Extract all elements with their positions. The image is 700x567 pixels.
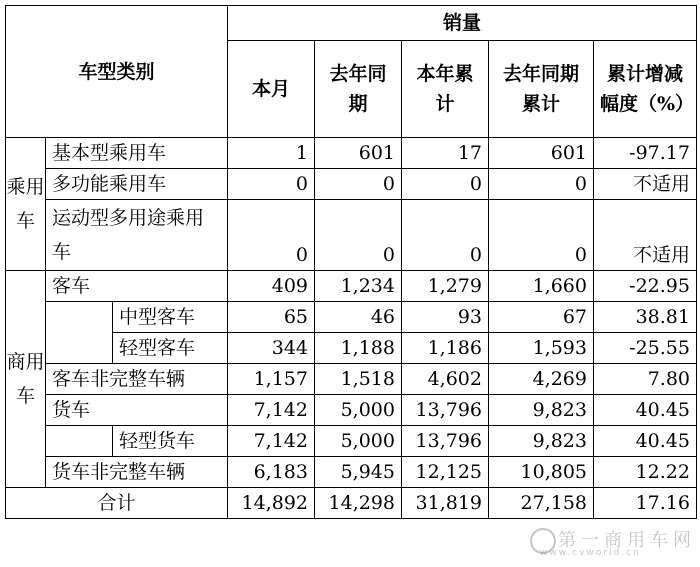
cell: 93 (402, 302, 489, 333)
total-cell: 27,158 (489, 488, 594, 519)
total-row (6, 488, 697, 519)
row-label: 轻型客车 (113, 333, 228, 364)
row-label: 货车非完整车辆 (46, 457, 228, 488)
cell: 0 (228, 200, 315, 271)
cell: 1,186 (402, 333, 489, 364)
cell: 不适用 (594, 169, 697, 200)
watermark-text: 第一商用车网 (558, 530, 696, 551)
cell: 38.81 (594, 302, 697, 333)
cell: 40.45 (594, 395, 697, 426)
cell: 0 (315, 200, 402, 271)
cell: 4,602 (402, 364, 489, 395)
cell: 1,157 (228, 364, 315, 395)
table-row (6, 169, 697, 200)
row-label: 轻型货车 (113, 426, 228, 457)
watermark-logo-icon (530, 528, 556, 554)
row-label: 多功能乘用车 (46, 169, 228, 200)
row-label: 中型客车 (113, 302, 228, 333)
cell: 12,125 (402, 457, 489, 488)
header-row-1 (6, 6, 697, 41)
group-commercial: 商用车 (6, 271, 46, 488)
cell: 0 (402, 169, 489, 200)
cell: 40.45 (594, 426, 697, 457)
table-row (6, 302, 697, 333)
header-category: 车型类别 (6, 6, 228, 138)
cell: 7,142 (228, 395, 315, 426)
cell: 0 (315, 169, 402, 200)
table-row (6, 138, 697, 169)
cell: 6,183 (228, 457, 315, 488)
cell: 10,805 (489, 457, 594, 488)
cell: 601 (315, 138, 402, 169)
cell: 5,000 (315, 395, 402, 426)
header-last-year-same: 去年同期 (315, 41, 402, 138)
cell: 13,796 (402, 426, 489, 457)
cell: 12.22 (594, 457, 697, 488)
header-sales-group: 销量 (228, 6, 697, 41)
cell: -25.55 (594, 333, 697, 364)
header-ytd-change: 累计增减幅度（%） (594, 41, 697, 138)
total-label: 合计 (6, 488, 228, 519)
header-this-month: 本月 (228, 41, 315, 138)
cell: 67 (489, 302, 594, 333)
cell: 46 (315, 302, 402, 333)
cell: -22.95 (594, 271, 697, 302)
cell: 9,823 (489, 426, 594, 457)
cell: 65 (228, 302, 315, 333)
cell: 1,593 (489, 333, 594, 364)
table-row (6, 364, 697, 395)
cell: 5,000 (315, 426, 402, 457)
row-label: 基本型乘用车 (46, 138, 228, 169)
total-cell: 31,819 (402, 488, 489, 519)
cell: 4,269 (489, 364, 594, 395)
indent-cell (46, 426, 113, 457)
watermark (530, 526, 696, 566)
total-cell: 14,892 (228, 488, 315, 519)
total-cell: 17.16 (594, 488, 697, 519)
cell: 7.80 (594, 364, 697, 395)
cell: 1,518 (315, 364, 402, 395)
cell: 1,660 (489, 271, 594, 302)
row-label: 客车 (46, 271, 228, 302)
watermark-url: www.cvworld.cn (540, 548, 641, 558)
cell: 601 (489, 138, 594, 169)
cell: 0 (402, 200, 489, 271)
total-cell: 14,298 (315, 488, 402, 519)
table-row (6, 271, 697, 302)
cell: 1,279 (402, 271, 489, 302)
row-label: 运动型多用途乘用车 (46, 200, 228, 271)
cell: 不适用 (594, 200, 697, 271)
indent-cell (46, 302, 113, 364)
cell: 1,188 (315, 333, 402, 364)
cell: 0 (228, 169, 315, 200)
cell: -97.17 (594, 138, 697, 169)
table-row (6, 395, 697, 426)
cell: 409 (228, 271, 315, 302)
header-last-year-ytd: 去年同期累计 (489, 41, 594, 138)
row-label: 客车非完整车辆 (46, 364, 228, 395)
cell: 7,142 (228, 426, 315, 457)
cell: 344 (228, 333, 315, 364)
cell: 17 (402, 138, 489, 169)
cell: 0 (489, 200, 594, 271)
cell: 1,234 (315, 271, 402, 302)
cell: 9,823 (489, 395, 594, 426)
sales-table (5, 5, 697, 519)
table-row (6, 426, 697, 457)
group-passenger: 乘用车 (6, 138, 46, 271)
table-row (6, 457, 697, 488)
cell: 0 (489, 169, 594, 200)
cell: 1 (228, 138, 315, 169)
cell: 5,945 (315, 457, 402, 488)
header-ytd: 本年累计 (402, 41, 489, 138)
row-label: 货车 (46, 395, 228, 426)
cell: 13,796 (402, 395, 489, 426)
